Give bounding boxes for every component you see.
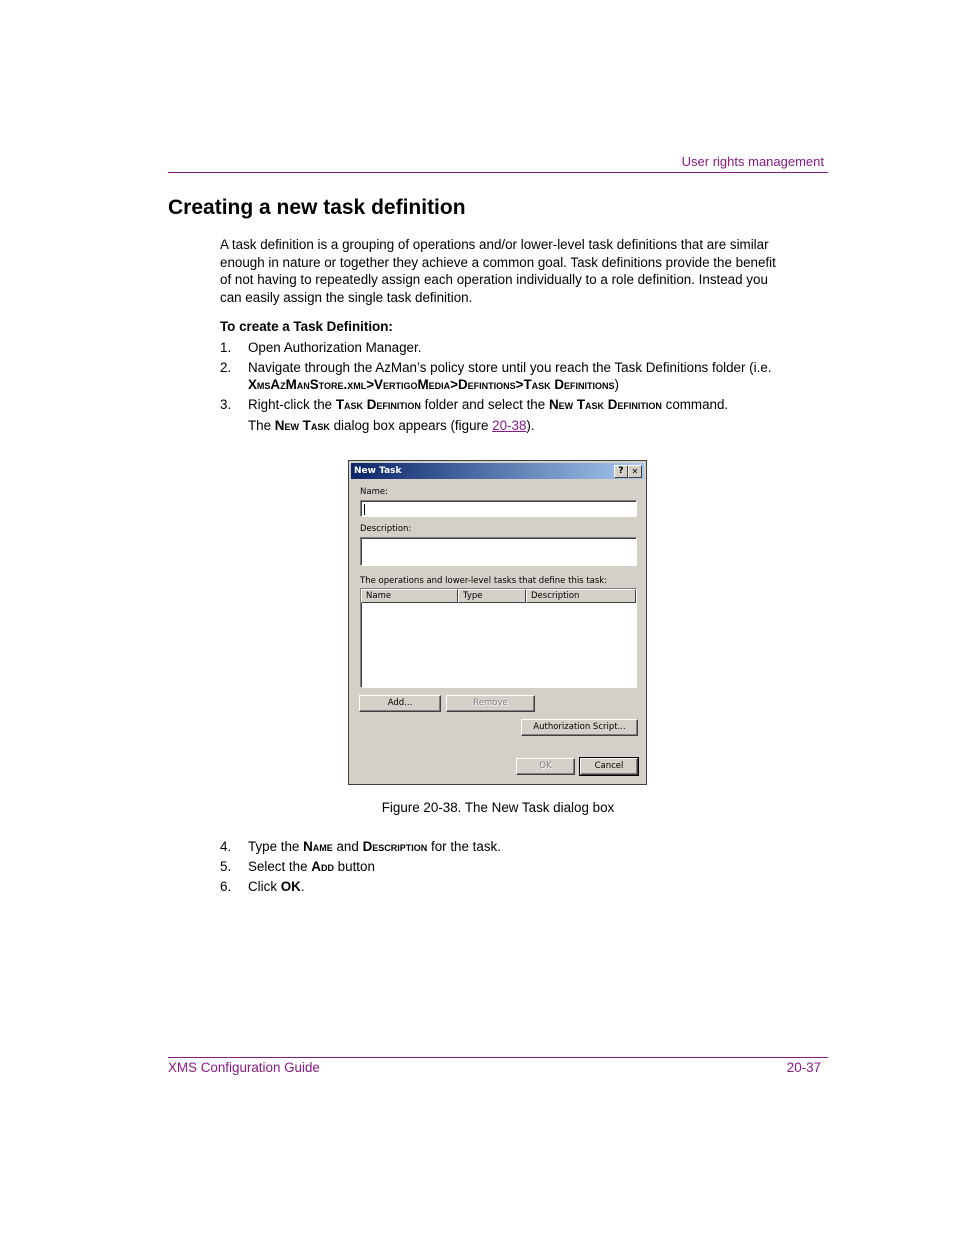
operations-list[interactable] [360, 588, 637, 688]
cancel-button[interactable]: Cancel [580, 758, 638, 775]
list-item: 4. Type the Name and Description for the task. [220, 839, 501, 854]
list-item: 5. Select the Add button [220, 859, 375, 874]
help-icon[interactable]: ? [614, 465, 628, 478]
dialog-titlebar [351, 463, 644, 479]
add-button[interactable]: Add... [359, 695, 441, 712]
column-description[interactable]: Description [526, 589, 636, 603]
list-item: 3. Right-click the Task Definition folder and select the New Task Definition command. The New Task dialog box appears (figure 20-38). [220, 397, 729, 433]
new-task-dialog [348, 460, 647, 785]
description-field[interactable] [360, 537, 637, 566]
column-type[interactable]: Type [458, 589, 526, 603]
ok-button[interactable]: OK [516, 758, 575, 775]
footer-guide-title: XMS Configuration Guide [168, 1060, 320, 1075]
name-field[interactable] [360, 500, 637, 517]
name-label: Name: [360, 487, 388, 497]
running-header: User rights management [681, 154, 824, 169]
procedure-title: To create a Task Definition: [220, 319, 393, 334]
intro-paragraph: A task definition is a grouping of operations and/or lower-level task definitions that are similar enough in nature or together they achieve a common goal. Task definitions provide the benefit of not having to repeatedly assign each operation individually to a role definition. Instead you can easily assign the single task definition. [220, 237, 776, 305]
text-caret [364, 504, 365, 515]
dialog-title: New Task [354, 466, 402, 476]
footer-rule [168, 1057, 828, 1058]
close-icon[interactable]: ✕ [628, 465, 642, 478]
page-number: 20-37 [786, 1060, 821, 1075]
description-label: Description: [360, 524, 412, 534]
list-item: 2. Navigate through the AzMan’s policy store until you reach the Task Definitions folder (i.e. XmsAzManStore.xml>VertigoMedia>Defintions>Task Definitions) [220, 359, 772, 392]
policy-path: XmsAzManStore.xml>VertigoMedia>Defintions>Task Definitions [248, 377, 615, 392]
list-header [361, 589, 636, 603]
column-name[interactable]: Name [361, 589, 458, 603]
remove-button[interactable]: Remove [446, 695, 535, 712]
list-item: 1. Open Authorization Manager. [220, 339, 422, 355]
body-text [220, 236, 785, 437]
steps-list [220, 339, 785, 435]
operations-label: The operations and lower-level tasks that define this task: [360, 576, 608, 586]
steps-list-continued [220, 838, 501, 898]
figure-caption: Figure 20-38. The New Task dialog box [381, 800, 615, 815]
figure-link[interactable]: 20-38 [492, 417, 527, 433]
section-title: Creating a new task definition [168, 196, 466, 219]
header-rule [168, 172, 828, 173]
list-item: 6. Click OK. [220, 879, 305, 894]
authorization-script-button[interactable]: Authorization Script... [521, 719, 638, 736]
